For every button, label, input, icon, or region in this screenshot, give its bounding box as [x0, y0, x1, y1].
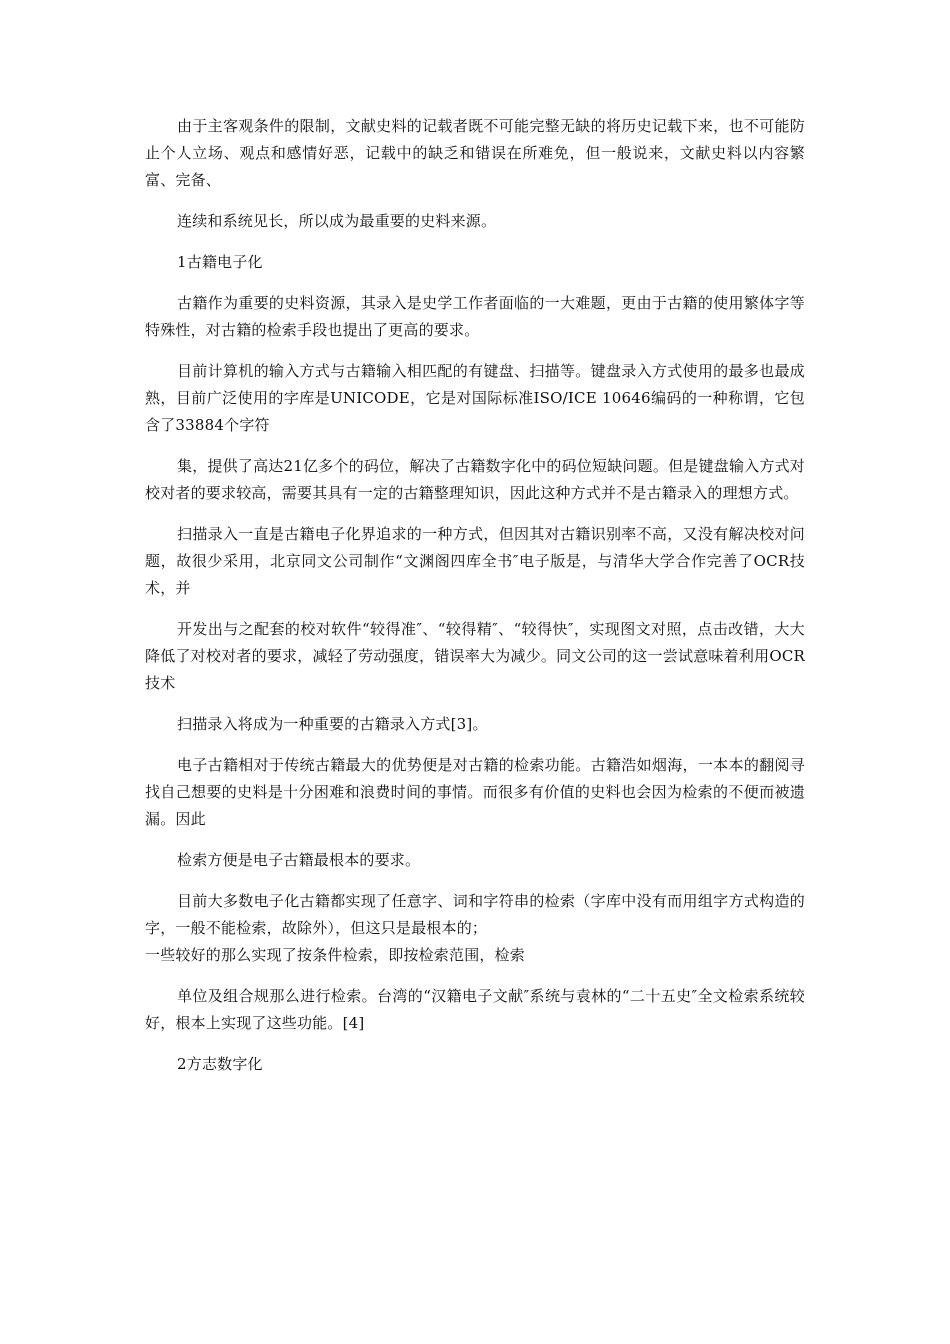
section-heading-2: 2方志数字化	[177, 1055, 263, 1073]
paragraph-2: 连续和系统见长，所以成为最重要的史料来源。	[177, 212, 497, 230]
paragraph-8: 扫描录入将成为一种重要的古籍录入方式[3]。	[177, 715, 488, 733]
paragraph-6: 扫描录入一直是古籍电子化界追求的一种方式，但因其对古籍识别率不高，又没有解决校对问题，故很少采用，北京同文公司制作“文渊阁四库全书″电子版是，与清华大学合作完善了OCR技术，并	[145, 525, 805, 597]
paragraph-9: 电子古籍相对于传统古籍最大的优势便是对古籍的检索功能。古籍浩如烟海，一本本的翻阅寻找自己想要的史料是十分困难和浪费时间的事情。而很多有价值的史料也会因为检索的不便而被遗漏。因此	[145, 756, 805, 828]
paragraph-5: 集，提供了高达21亿多个的码位，解决了古籍数字化中的码位短缺问题。但是键盘输入方式对校对者的要求较高，需要其具有一定的古籍整理知识，因此这种方式并不是古籍录入的理想方式。	[145, 457, 805, 502]
paragraph-12: 一些较好的那么实现了按条件检索，即按检索范围，检索	[145, 946, 526, 964]
paragraph-13: 单位及组合规那么进行检索。台湾的“汉籍电子文献″系统与袁林的“二十五史″全文检索系统较好，根本上实现了这些功能。[4]	[145, 987, 805, 1032]
document-body	[145, 113, 805, 1092]
paragraph-3: 古籍作为重要的史料资源，其录入是史学工作者面临的一大难题，更由于古籍的使用繁体字等特殊性，对古籍的检索手段也提出了更高的要求。	[145, 294, 805, 339]
paragraph-1: 由于主客观条件的限制，文献史料的记载者既不可能完整无缺的将历史记载下来，也不可能防止个人立场、观点和感情好恶，记载中的缺乏和错误在所难免，但一般说来，文献史料以内容繁富、完备、	[145, 117, 805, 189]
paragraph-7: 开发出与之配套的校对软件“较得准″、“较得精″、“较得快″，实现图文对照，点击改错，大大降低了对校对者的要求，减轻了劳动强度，错误率大为减少。同文公司的这一尝试意味着利用OCR技术	[145, 620, 805, 692]
paragraph-11: 目前大多数电子化古籍都实现了任意字、词和字符串的检索（字库中没有而用组字方式构造的字，一般不能检索，故除外），但这只是最根本的；	[145, 892, 805, 937]
paragraph-4: 目前计算机的输入方式与古籍输入相匹配的有键盘、扫描等。键盘录入方式使用的最多也最成熟，目前广泛使用的字库是UNICODE，它是对国际标准ISO/ICE 10646编码的一种称谓，它包含了33884个字符	[145, 362, 805, 434]
paragraph-10: 检索方便是电子古籍最根本的要求。	[177, 851, 421, 869]
section-heading-1: 1古籍电子化	[177, 253, 263, 271]
